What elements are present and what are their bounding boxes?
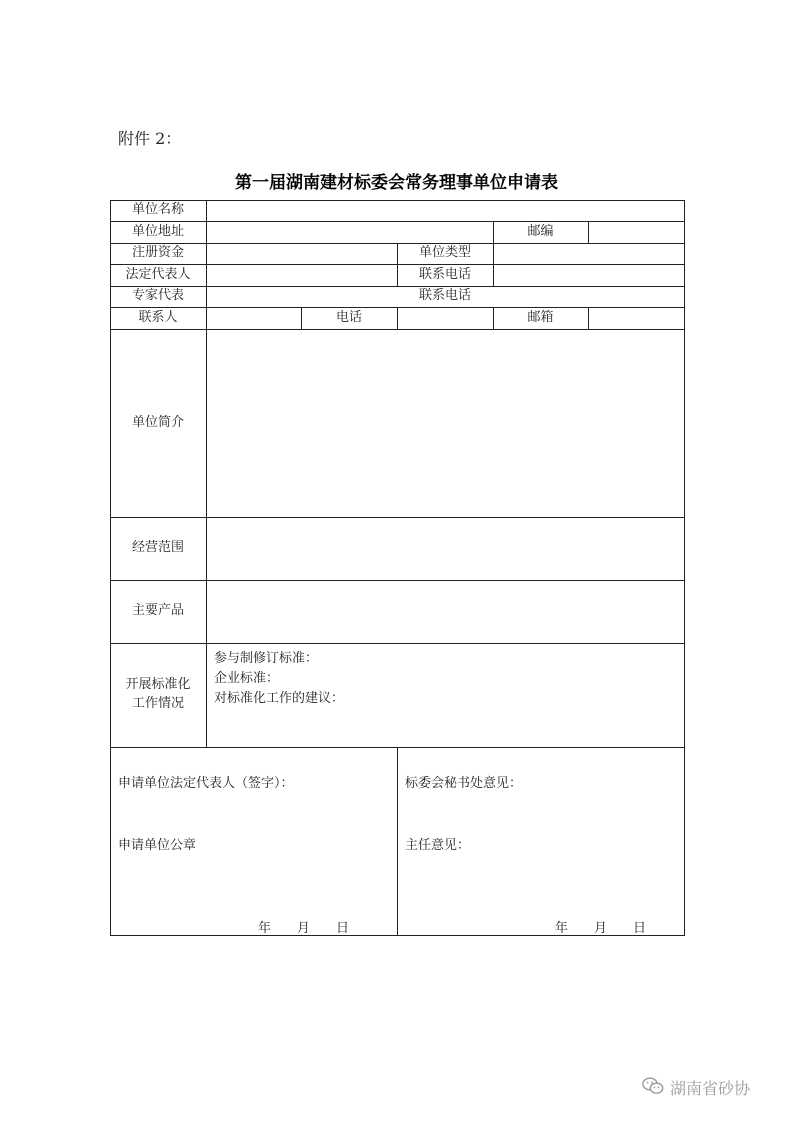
expert-rep-phone-label: 联系电话 bbox=[418, 288, 471, 304]
director-opinion-text: 主任意见： bbox=[405, 838, 471, 853]
wechat-icon bbox=[642, 1077, 664, 1099]
suggestions-text: 对标准化工作的建议： bbox=[214, 691, 345, 706]
legal-rep-phone-label: 联系电话 bbox=[418, 266, 471, 282]
standardization-label-line1: 开展标准化 bbox=[125, 677, 191, 693]
phone-label: 电话 bbox=[335, 309, 362, 325]
applicant-signature-text: 申请单位法定代表人（签字）： bbox=[118, 776, 294, 791]
signature-divider bbox=[397, 747, 398, 936]
postcode-label: 邮编 bbox=[527, 223, 554, 239]
applicant-date-text: 年 月 日 bbox=[258, 921, 350, 936]
standardization-label-line2: 工作情况 bbox=[131, 696, 184, 711]
email-label: 邮箱 bbox=[527, 309, 554, 325]
expert-rep-label: 专家代表 bbox=[131, 288, 184, 304]
column-divider bbox=[588, 221, 589, 243]
watermark bbox=[642, 1076, 750, 1099]
business-scope-label: 经营范围 bbox=[131, 540, 184, 556]
main-products-label: 主要产品 bbox=[131, 603, 184, 619]
unit-type-label: 单位类型 bbox=[418, 245, 471, 261]
unit-address-label: 单位地址 bbox=[131, 223, 184, 239]
standardization-label bbox=[110, 643, 206, 747]
application-form bbox=[110, 200, 685, 936]
participated-standards-text: 参与制修订标准： bbox=[214, 651, 319, 666]
legal-rep-label: 法定代表人 bbox=[125, 266, 191, 282]
column-divider bbox=[397, 307, 398, 329]
secretariat-opinion-text: 标委会秘书处意见： bbox=[405, 776, 523, 791]
enterprise-standards-text: 企业标准： bbox=[214, 671, 280, 686]
unit-name-label: 单位名称 bbox=[131, 202, 184, 218]
contact-person-label: 联系人 bbox=[138, 309, 178, 325]
column-divider bbox=[588, 307, 589, 329]
form-border-right bbox=[684, 200, 685, 936]
registered-capital-label: 注册资金 bbox=[131, 245, 184, 261]
label-column-divider bbox=[206, 200, 207, 747]
secretariat-date-text: 年 月 日 bbox=[555, 921, 647, 936]
unit-intro-label: 单位简介 bbox=[131, 414, 184, 430]
attachment-label: 附件 2： bbox=[118, 129, 182, 148]
watermark-text: 湖南省砂协 bbox=[670, 1079, 751, 1098]
column-divider bbox=[493, 243, 494, 287]
page-title: 第一届湖南建材标委会常务理事单位申请表 bbox=[235, 173, 558, 193]
applicant-seal-text: 申请单位公章 bbox=[118, 838, 197, 853]
